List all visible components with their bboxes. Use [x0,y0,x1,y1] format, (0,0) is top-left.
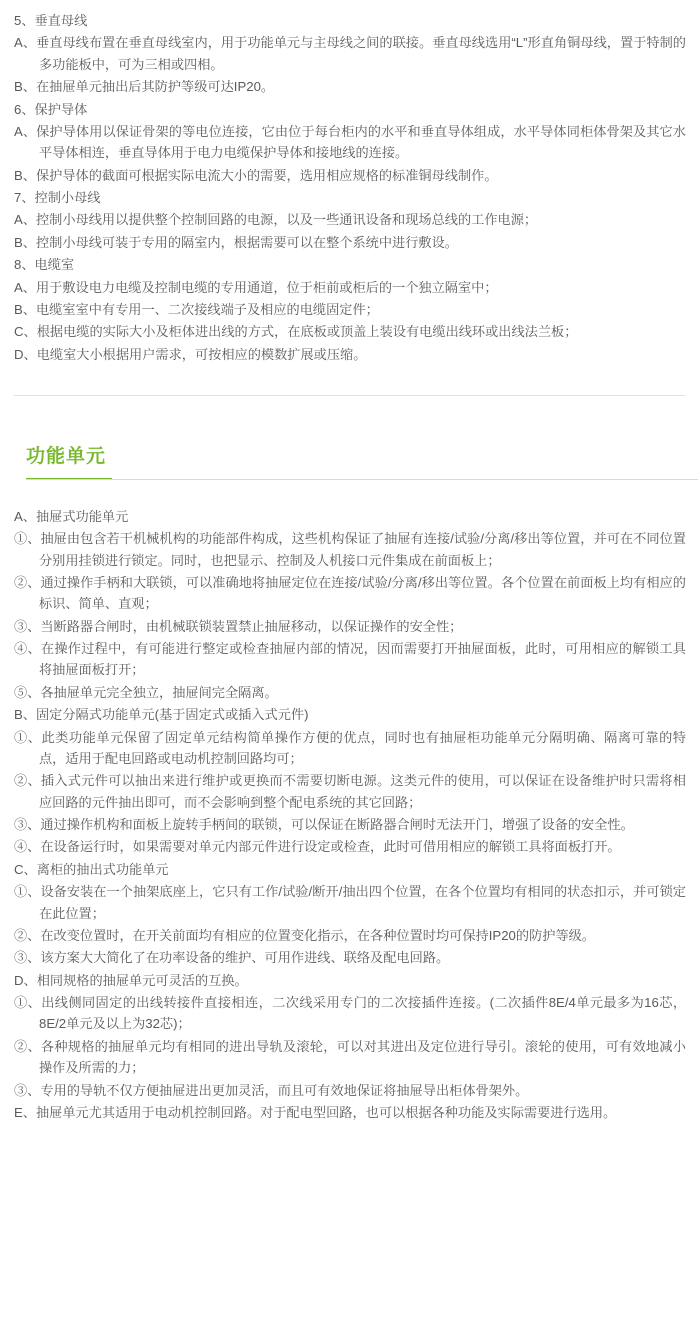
list-item [14,836,686,857]
list-text: 在操作过程中，有可能进行整定或检查抽屉内部的情况，因而需要打开抽屉面板，此时，可用相应的解锁工具将抽屉面板打开； [39,641,686,678]
list-marker: D、 [14,972,37,988]
list-marker: ①、 [14,729,42,745]
section-structure-continued [14,10,686,365]
list-text: 控制小母线 [34,190,101,205]
list-item [14,187,686,208]
list-text: 控制小母线用以提供整个控制回路的电源，以及一些通讯设备和现场总线的工作电源； [35,212,538,228]
list-marker: ②、 [14,1038,41,1054]
list-item [14,232,686,253]
list-item [14,506,686,527]
list-item [14,528,686,571]
list-text: 用于敷设电力电缆及控制电缆的专用通道，位于柜前或柜后的一个独立隔室中； [35,279,498,295]
list-marker: A、 [14,508,36,524]
list-item [14,727,686,770]
title-underline-rule [26,479,698,480]
list-item [14,925,686,946]
list-text: 电缆室 [34,257,75,273]
list-marker: ⑤、 [14,684,41,700]
list-marker: ③、 [14,1082,41,1098]
section-divider [14,395,686,396]
list-item [14,814,686,835]
list-text: 垂直母线 [34,13,88,28]
list-marker: ②、 [14,574,41,590]
list-marker: ④、 [14,839,41,855]
list-marker: ①、 [14,531,41,547]
list-item [14,99,686,120]
list-text: 控制小母线可装于专用的隔室内，根据需要可以在整个系统中进行敷设。 [35,234,458,250]
list-item [14,254,686,275]
list-item [14,881,686,924]
list-marker: ③、 [14,950,41,966]
list-item [14,321,686,342]
list-text: 插入式元件可以抽出来进行维护或更换而不需要切断电源。这类元件的使用，可以保证在设备维护时只需将相应回路的元件抽出即可，而不会影响到整个配电系统的其它回路； [39,773,686,810]
list-marker: B、 [14,234,36,250]
list-marker: ③、 [14,817,41,833]
section-header [14,442,686,480]
list-marker: D、 [14,346,37,362]
list-marker: ④、 [14,641,41,657]
list-item [14,992,686,1035]
list-item [14,638,686,681]
list-marker: E、 [14,1104,36,1120]
list-item [14,704,686,725]
list-item [14,616,686,637]
list-text: 通过操作机构和面板上旋转手柄间的联锁，可以保证在断路器合闸时无法开门，增强了设备的安全性。 [40,817,634,833]
list-item [14,947,686,968]
list-text: 抽屉由包含若干机械机构的功能部件构成，这些机构保证了抽屉有连接/试验/分离/移出等位置，并可在不同位置分别用挂锁进行锁定。同时，也把显示、控制及人机接口元件集成在前面板上； [39,531,686,568]
list-marker: A、 [14,123,37,139]
list-marker: ①、 [14,995,42,1011]
list-text: 出线侧同固定的出线转接件直接相连，二次线采用专门的二次接插件连接。(二次插件8E/4单元最多为16芯，8E/2单元及以上为32芯)； [39,995,687,1032]
list-marker: B、 [14,167,36,183]
list-marker: 7、 [14,190,35,205]
list-text: 在改变位置时，在开关前面均有相应的位置变化指示，在各种位置时均可保持IP20的防护等级。 [40,927,595,943]
list-text: 垂直母线布置在垂直母线室内，用于功能单元与主母线之间的联接。垂直母线选用“L”形直角铜母线，置于特制的多功能板中，可为三相或四相。 [36,35,686,72]
list-marker: B、 [14,707,36,723]
list-marker: A、 [14,212,36,228]
list-item [14,277,686,298]
list-text: 根据电缆的实际大小及柜体进出线的方式，在底板或顶盖上装设有电缆出线环或出线法兰板； [36,324,578,340]
list-marker: 8、 [14,257,35,273]
list-text: 各种规格的抽屉单元均有相同的进出导轨及滚轮，可以对其进出及定位进行导引。滚轮的使用，可有效地减小操作及所需的力； [39,1038,686,1076]
list-marker: ①、 [14,884,41,900]
list-marker: 6、 [14,101,35,117]
list-text: 专用的导轨不仅方便抽屉进出更加灵活，而且可有效地保证将抽屉导出柜体骨架外。 [40,1082,529,1098]
list-text: 通过操作手柄和大联锁，可以准确地将抽屉定位在连接/试验/分离/移出等位置。各个位置在前面板上均有相应的标识、简单、直观； [39,574,686,612]
list-text: 相同规格的抽屉单元可灵活的互换。 [36,972,248,988]
list-item [14,121,686,164]
list-marker: B、 [14,79,36,95]
list-item [14,682,686,703]
list-text: 电缆室大小根据用户需求，可按相应的模数扩展或压缩。 [36,346,367,362]
list-text: 该方案大大简化了在功率设备的维护、可用作进线、联络及配电回路。 [40,950,450,966]
list-item [14,209,686,230]
list-item [14,32,686,75]
list-text: 设备安装在一个抽架底座上，它只有工作/试验/断开/抽出四个位置，在各个位置均有相同的状态扣示，并可锁定在此位置； [39,884,686,921]
list-item [14,770,686,813]
list-text: 在设备运行时，如果需要对单元内部元件进行设定或检查，此时可借用相应的解锁工具将面板打开。 [40,839,621,855]
title-underline [26,478,698,480]
list-item [14,299,686,320]
list-marker: C、 [14,324,37,340]
list-text: 各抽屉单元完全独立，抽屉间完全隔离。 [40,684,278,700]
section-title: 功能单元 [26,446,107,467]
list-item [14,1102,686,1123]
list-item [14,10,686,31]
list-marker: ③、 [14,618,41,634]
list-marker: B、 [14,301,36,317]
list-text: 当断路器合闸时，由机械联锁装置禁止抽屉移动，以保证操作的安全性； [40,618,463,634]
list-marker: A、 [14,279,36,295]
list-item [14,1080,686,1101]
list-marker: 5、 [14,13,35,28]
list-marker: ②、 [14,773,41,789]
list-item [14,859,686,880]
list-text: 保护导体用以保证骨架的等电位连接，它由位于每台柜内的水平和垂直导体组成，水平导体同柜体骨架及其它水平导体相连，垂直导体用于电力电缆保护导体和接地线的连接。 [36,123,686,161]
list-text: 保护导体 [34,101,88,117]
list-text: 电缆室室中有专用一、二次接线端子及相应的电缆固定件； [35,301,379,317]
list-marker: ②、 [14,927,41,943]
list-item [14,572,686,615]
list-item [14,344,686,365]
list-text: 在抽屉单元抽出后其防护等级可达IP20。 [35,79,275,95]
list-text: 保护导体的截面可根据实际电流大小的需要，选用相应规格的标准铜母线制作。 [35,167,498,183]
list-item [14,970,686,991]
list-item [14,1036,686,1079]
list-text: 此类功能单元保留了固定单元结构简单操作方便的优点，同时也有抽屉柜功能单元分隔明确、隔离可靠的特点，适用于配电回路或电动机控制回路均可； [39,729,686,766]
list-marker: A、 [14,35,37,51]
list-marker: C、 [14,861,37,877]
list-text: 固定分隔式功能单元(基于固定式或插入式元件) [35,707,309,723]
list-text: 抽屉式功能单元 [35,508,129,524]
list-item [14,76,686,97]
list-item [14,165,686,186]
section-functional-units [14,506,686,1124]
list-text: 抽屉单元尤其适用于电动机控制回路。对于配电型回路，也可以根据各种功能及实际需要进行选用。 [35,1104,617,1120]
list-text: 离柜的抽出式功能单元 [36,861,169,877]
